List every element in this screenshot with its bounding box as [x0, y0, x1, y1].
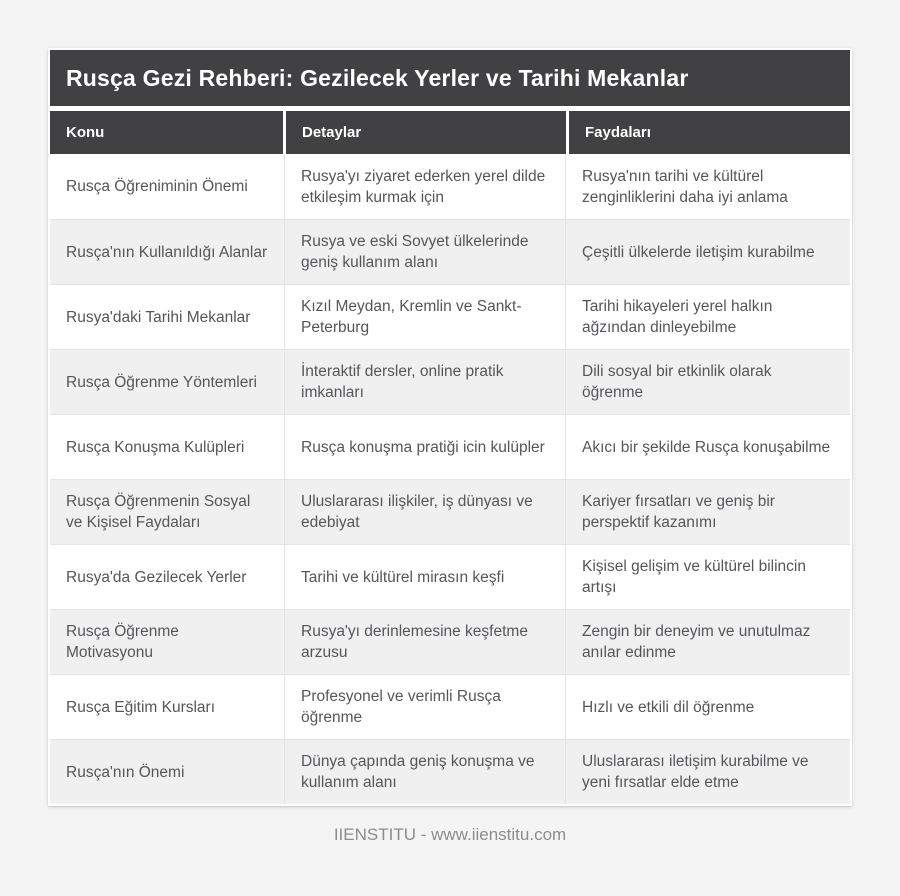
cell-konu: Rusça Öğrenmenin Sosyal ve Kişisel Faydaları	[66, 493, 251, 531]
cell-detaylar: Kızıl Meydan, Kremlin ve Sankt-Peterburg	[284, 285, 565, 349]
cell-detaylar: Rusya'yı ziyaret ederken yerel dilde etkileşim kurmak için	[284, 154, 565, 219]
table-body	[50, 154, 850, 804]
cell-detaylar: İnteraktif dersler, online pratik imkanları	[284, 350, 565, 414]
cell-detaylar: Profesyonel ve verimli Rusça öğrenme	[284, 675, 565, 739]
cell-konu: Rusya'da Gezilecek Yerler	[66, 568, 247, 586]
table-row	[50, 154, 850, 219]
footer-attribution: IIENSTITU - www.iienstitu.com	[333, 825, 567, 844]
cell-detaylar: Rusya ve eski Sovyet ülkelerinde geniş kullanım alanı	[284, 220, 565, 284]
cell-faydalari: Kişisel gelişim ve kültürel bilincin artışı	[565, 545, 850, 609]
table-header-row	[50, 111, 850, 154]
cell-konu: Rusça Öğrenme Yöntemleri	[66, 373, 257, 391]
cell-detaylar: Dünya çapında geniş konuşma ve kullanım alanı	[284, 740, 565, 804]
table-row	[50, 284, 850, 349]
table-row	[50, 739, 850, 804]
cell-faydalari: Rusya'nın tarihi ve kültürel zenginliklerini daha iyi anlama	[565, 154, 850, 219]
cell-detaylar: Uluslararası ilişkiler, iş dünyası ve edebiyat	[284, 480, 565, 544]
table-row	[50, 674, 850, 739]
cell-konu: Rusça Konuşma Kulüpleri	[66, 438, 245, 456]
table-row	[50, 609, 850, 674]
cell-detaylar: Rusya'yı derinlemesine keşfetme arzusu	[284, 610, 565, 674]
cell-konu: Rusça Öğreniminin Önemi	[66, 178, 248, 195]
table-row	[50, 349, 850, 414]
cell-faydalari: Akıcı bir şekilde Rusça konuşabilme	[565, 415, 850, 479]
column-header-detaylar: Detaylar	[286, 111, 566, 154]
column-header-faydalari: Faydaları	[569, 111, 850, 154]
cell-konu: Rusya'daki Tarihi Mekanlar	[66, 308, 251, 326]
cell-faydalari: Uluslararası iletişim kurabilme ve yeni fırsatlar elde etme	[565, 740, 850, 804]
cell-detaylar: Rusça konuşma pratiği icin kulüpler	[284, 415, 565, 479]
cell-konu: Rusça'nın Önemi	[66, 763, 185, 781]
cell-konu: Rusça Eğitim Kursları	[66, 698, 216, 716]
table-row	[50, 219, 850, 284]
cell-faydalari: Çeşitli ülkelerde iletişim kurabilme	[565, 220, 850, 284]
cell-detaylar: Tarihi ve kültürel mirasın keşfi	[284, 545, 565, 609]
column-header-konu: Konu	[50, 111, 283, 154]
content-card	[48, 48, 852, 806]
table-row	[50, 414, 850, 479]
cell-faydalari: Tarihi hikayeleri yerel halkın ağzından dinleyebilme	[565, 285, 850, 349]
page-title: Rusça Gezi Rehberi: Gezilecek Yerler ve Tarihi Mekanlar	[50, 50, 850, 106]
cell-faydalari: Zengin bir deneyim ve unutulmaz anılar edinme	[565, 610, 850, 674]
cell-konu: Rusça Öğrenme Motivasyonu	[66, 623, 179, 661]
cell-faydalari: Hızlı ve etkili dil öğrenme	[565, 675, 850, 739]
table-row	[50, 479, 850, 544]
cell-faydalari: Dili sosyal bir etkinlik olarak öğrenme	[565, 350, 850, 414]
table-row	[50, 544, 850, 609]
cell-faydalari: Kariyer fırsatları ve geniş bir perspektif kazanımı	[565, 480, 850, 544]
cell-konu: Rusça'nın Kullanıldığı Alanlar	[66, 243, 268, 261]
